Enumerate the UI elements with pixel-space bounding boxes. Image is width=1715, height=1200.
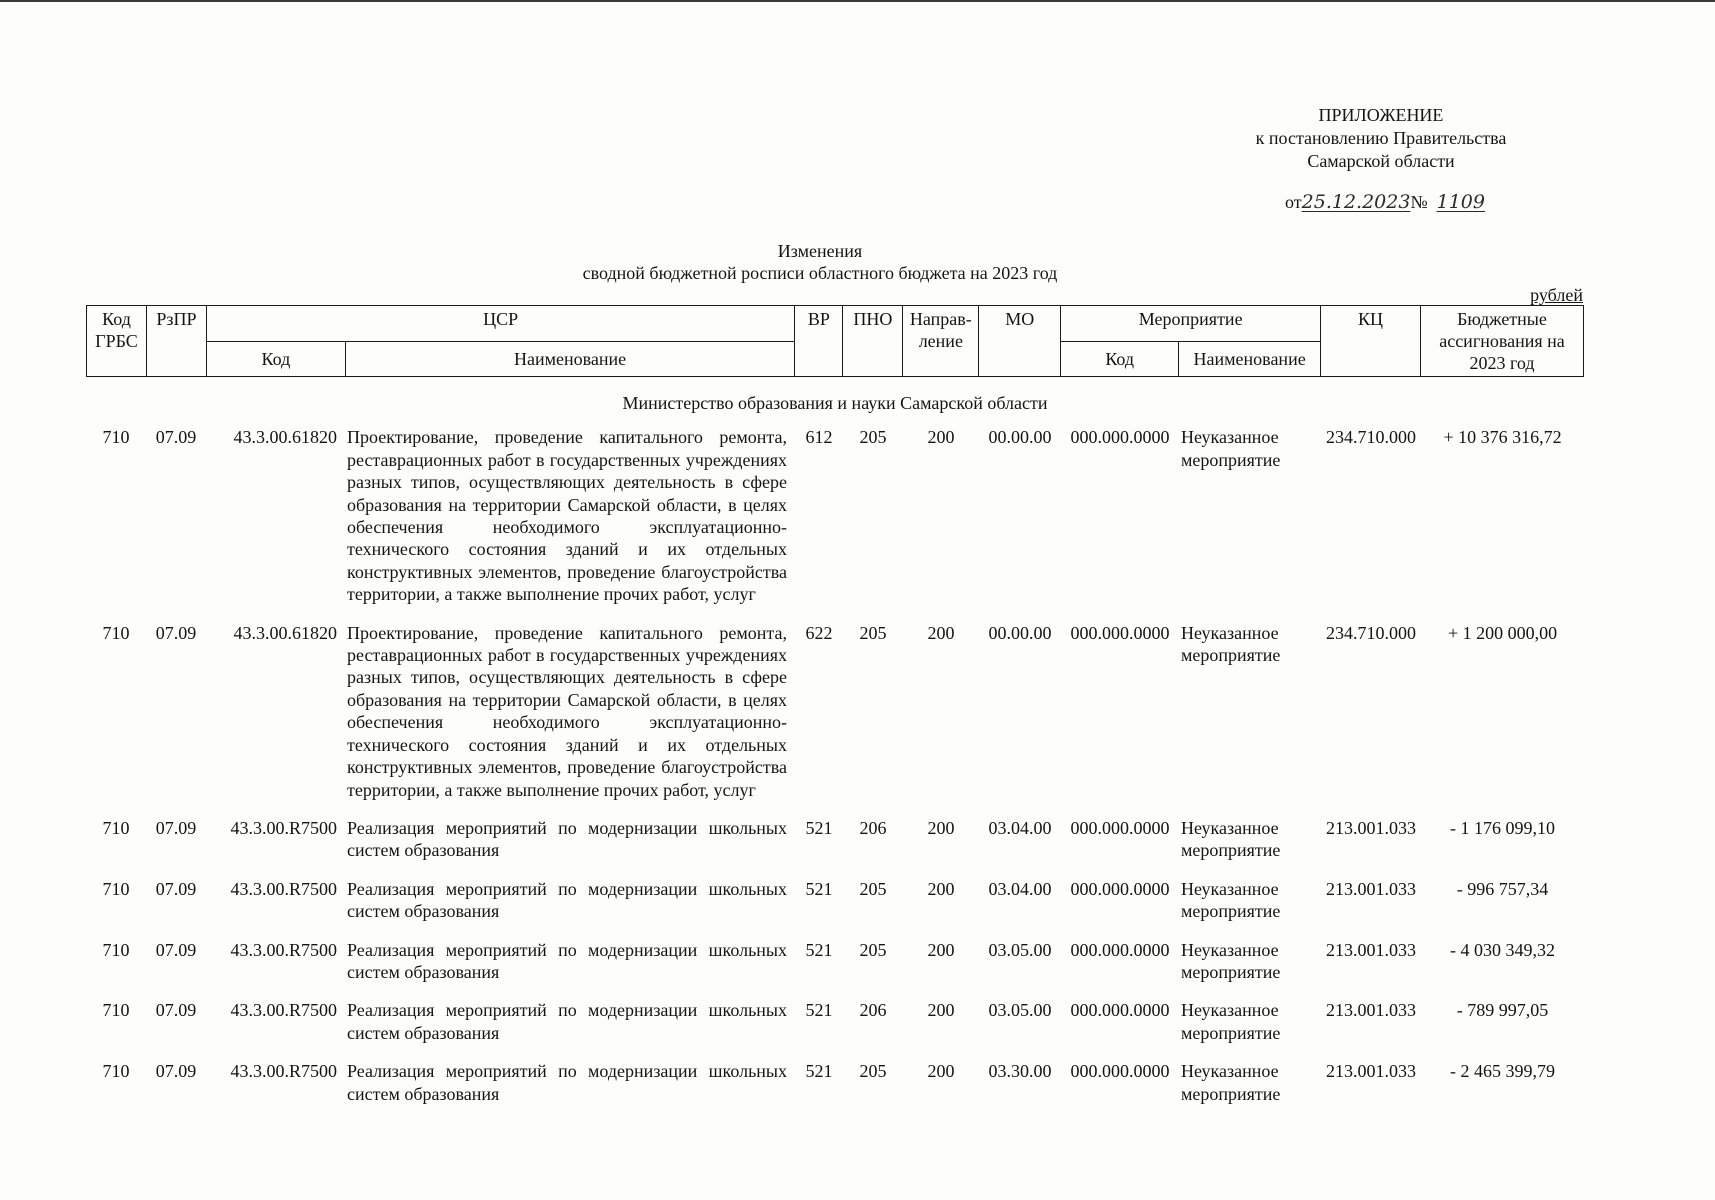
header-meropriyatie: Мероприятие: [1061, 306, 1321, 342]
cell-mer-code: 000.000.0000: [1070, 622, 1170, 643]
cell-pno: 206: [859, 817, 887, 838]
header-csr: ЦСР: [206, 306, 794, 342]
cell-mer-name: Неуказанное мероприятие: [1181, 1061, 1281, 1104]
table-header: [86, 305, 1584, 377]
cell-mer-name: Неуказанное мероприятие: [1181, 939, 1281, 982]
cell-mer-code: 000.000.0000: [1070, 817, 1170, 838]
cell-csr-name: Реализация мероприятий по модернизации школьных систем образования: [347, 939, 787, 982]
cell-pno: 205: [859, 939, 887, 960]
cell-mer-name: Неуказанное мероприятие: [1181, 427, 1281, 470]
cell-csr-name: Реализация мероприятий по модернизации школьных систем образования: [347, 878, 787, 922]
cell-grbs: 710: [102, 1061, 130, 1082]
budget-table: [86, 392, 1584, 1119]
cell-grbs: 710: [102, 878, 130, 899]
cell-mer-code: 000.000.0000: [1070, 1061, 1170, 1082]
cell-pno: 205: [859, 427, 887, 448]
document-title: [480, 240, 1160, 284]
header-budget: Бюджетные ассигнования на 2023 год: [1421, 306, 1584, 377]
ministry-heading: Министерство образования и науки Самарской области: [622, 393, 1048, 413]
cell-grbs: 710: [102, 817, 130, 838]
date-prefix: от: [1285, 192, 1302, 212]
header-csr-name: Наименование: [345, 341, 795, 377]
cell-grbs: 710: [102, 622, 130, 643]
header-rzpr: РзПР: [146, 306, 206, 377]
annex-line2: к постановлению Правительства: [1255, 128, 1507, 148]
cell-mer-name: Неуказанное мероприятие: [1181, 878, 1281, 922]
cell-mo: 03.04.00: [988, 878, 1052, 899]
cell-mer-name: Неуказанное мероприятие: [1181, 622, 1281, 666]
cell-mer-code: 000.000.0000: [1070, 878, 1170, 899]
cell-vr: 622: [805, 622, 833, 643]
cell-csr-code: 43.3.00.R7500: [230, 939, 337, 960]
cell-rzpr: 07.09: [155, 1000, 197, 1021]
cell-csr-code: 43.3.00.61820: [233, 622, 337, 643]
cell-mer-code: 000.000.0000: [1070, 1000, 1170, 1021]
cell-rzpr: 07.09: [155, 622, 197, 643]
table-row: [86, 997, 1584, 1058]
cell-mer-name: Неуказанное мероприятие: [1181, 817, 1281, 861]
cell-grbs: 710: [102, 427, 130, 448]
cell-vr: 612: [805, 427, 833, 448]
cell-csr-code: 43.3.00.61820: [233, 427, 337, 448]
cell-csr-code: 43.3.00.R7500: [230, 878, 337, 899]
header-mer-name: Наименование: [1179, 341, 1321, 377]
header-csr-kod: Код: [206, 341, 345, 377]
cell-vr: 521: [805, 1000, 833, 1021]
cell-kc: 234.710.000: [1326, 427, 1416, 448]
cell-csr-name: Проектирование, проведение капитального ремонта, реставрационных работ в государственных учреждениях разных типов, осуществляющих деятельность в сфере образования на территории Самарской области, в целях обеспечения необходимого эксплуатационно-технического состояния зданий и их отдельных конструктивных элементов, проведение благоустройства территории, а также выполнение прочих работ, услуг: [347, 622, 787, 800]
cell-csr-name: Проектирование, проведение капитального ремонта, реставрационных работ в государственных учреждениях разных типов, осуществляющих деятельность в сфере образования на территории Самарской области, в целях обеспечения необходимого эксплуатационно-технического состояния зданий и их отдельных конструктивных элементов, проведение благоустройства территории, а также выполнение прочих работ, услуг: [347, 427, 787, 605]
cell-kc: 213.001.033: [1326, 878, 1416, 899]
cell-pno: 205: [859, 622, 887, 643]
cell-pno: 206: [859, 1000, 887, 1021]
cell-rzpr: 07.09: [155, 878, 197, 899]
cell-rzpr: 07.09: [155, 427, 197, 448]
header-kod-grbs: Код ГРБС: [87, 306, 147, 377]
cell-kc: 234.710.000: [1326, 622, 1416, 643]
table-row: [86, 620, 1584, 815]
table-row: [86, 876, 1584, 937]
annex-block: [1231, 104, 1531, 173]
cell-kc: 213.001.033: [1326, 939, 1416, 960]
cell-vr: 521: [805, 817, 833, 838]
cell-csr-code: 43.3.00.R7500: [230, 1000, 337, 1021]
cell-mo: 03.04.00: [988, 817, 1052, 838]
scan-top-edge: [0, 0, 1715, 2]
cell-mo: 00.00.00: [988, 622, 1052, 643]
annex-date-line: [1285, 191, 1485, 213]
cell-mer-code: 000.000.0000: [1070, 427, 1170, 448]
cell-mo: 03.05.00: [988, 1000, 1052, 1021]
cell-grbs: 710: [102, 939, 130, 960]
cell-amount: - 1 176 099,10: [1450, 817, 1556, 838]
cell-mo: 00.00.00: [988, 427, 1052, 448]
cell-mer-name: Неуказанное мероприятие: [1181, 1000, 1281, 1043]
table-row: [86, 815, 1584, 876]
cell-mer-code: 000.000.0000: [1070, 939, 1170, 960]
annex-title: ПРИЛОЖЕНИЕ: [1318, 105, 1444, 125]
cell-csr-name: Реализация мероприятий по модернизации школьных систем образования: [347, 1061, 787, 1104]
cell-pno: 205: [859, 878, 887, 899]
cell-amount: - 2 465 399,79: [1450, 1061, 1556, 1082]
cell-csr-name: Реализация мероприятий по модернизации школьных систем образования: [347, 1000, 787, 1043]
header-vr: ВР: [795, 306, 843, 377]
cell-csr-code: 43.3.00.R7500: [230, 1061, 337, 1082]
cell-napravlenie: 200: [927, 427, 955, 448]
annex-line3: Самарской области: [1307, 151, 1455, 171]
cell-amount: + 10 376 316,72: [1443, 427, 1562, 448]
title-line2: сводной бюджетной росписи областного бюджета на 2023 год: [582, 263, 1058, 283]
number-prefix: №: [1410, 192, 1428, 212]
cell-napravlenie: 200: [927, 1061, 955, 1082]
handwritten-number: 1109: [1436, 191, 1485, 213]
cell-pno: 205: [859, 1061, 887, 1082]
cell-kc: 213.001.033: [1326, 817, 1416, 838]
table-row: [86, 1058, 1584, 1119]
cell-mo: 03.05.00: [988, 939, 1052, 960]
table-row: [86, 937, 1584, 998]
cell-napravlenie: 200: [927, 878, 955, 899]
cell-napravlenie: 200: [927, 939, 955, 960]
header-pno: ПНО: [843, 306, 903, 377]
header-mo: МО: [979, 306, 1061, 377]
cell-amount: - 996 757,34: [1456, 878, 1549, 899]
cell-vr: 521: [805, 878, 833, 899]
cell-rzpr: 07.09: [155, 817, 197, 838]
cell-vr: 521: [805, 939, 833, 960]
cell-kc: 213.001.033: [1326, 1061, 1416, 1082]
cell-csr-name: Реализация мероприятий по модернизации школьных систем образования: [347, 817, 787, 861]
cell-kc: 213.001.033: [1326, 1000, 1416, 1021]
header-napravlenie: Направ-ление: [903, 306, 979, 377]
cell-napravlenie: 200: [927, 622, 955, 643]
cell-grbs: 710: [102, 1000, 130, 1021]
handwritten-date: 25.12.2023: [1301, 191, 1411, 213]
cell-amount: - 789 997,05: [1456, 1000, 1549, 1021]
cell-rzpr: 07.09: [155, 939, 197, 960]
header-mer-kod: Код: [1061, 341, 1179, 377]
cell-rzpr: 07.09: [155, 1061, 197, 1082]
cell-napravlenie: 200: [927, 817, 955, 838]
table-row: [86, 424, 1584, 619]
header-kc: КЦ: [1321, 306, 1421, 377]
title-line1: Изменения: [777, 241, 863, 261]
cell-amount: + 1 200 000,00: [1447, 622, 1558, 643]
cell-vr: 521: [805, 1061, 833, 1082]
cell-amount: - 4 030 349,32: [1450, 939, 1556, 960]
cell-csr-code: 43.3.00.R7500: [230, 817, 337, 838]
cell-mo: 03.30.00: [988, 1061, 1052, 1082]
unit-label: рублей: [1530, 285, 1583, 305]
cell-napravlenie: 200: [927, 1000, 955, 1021]
